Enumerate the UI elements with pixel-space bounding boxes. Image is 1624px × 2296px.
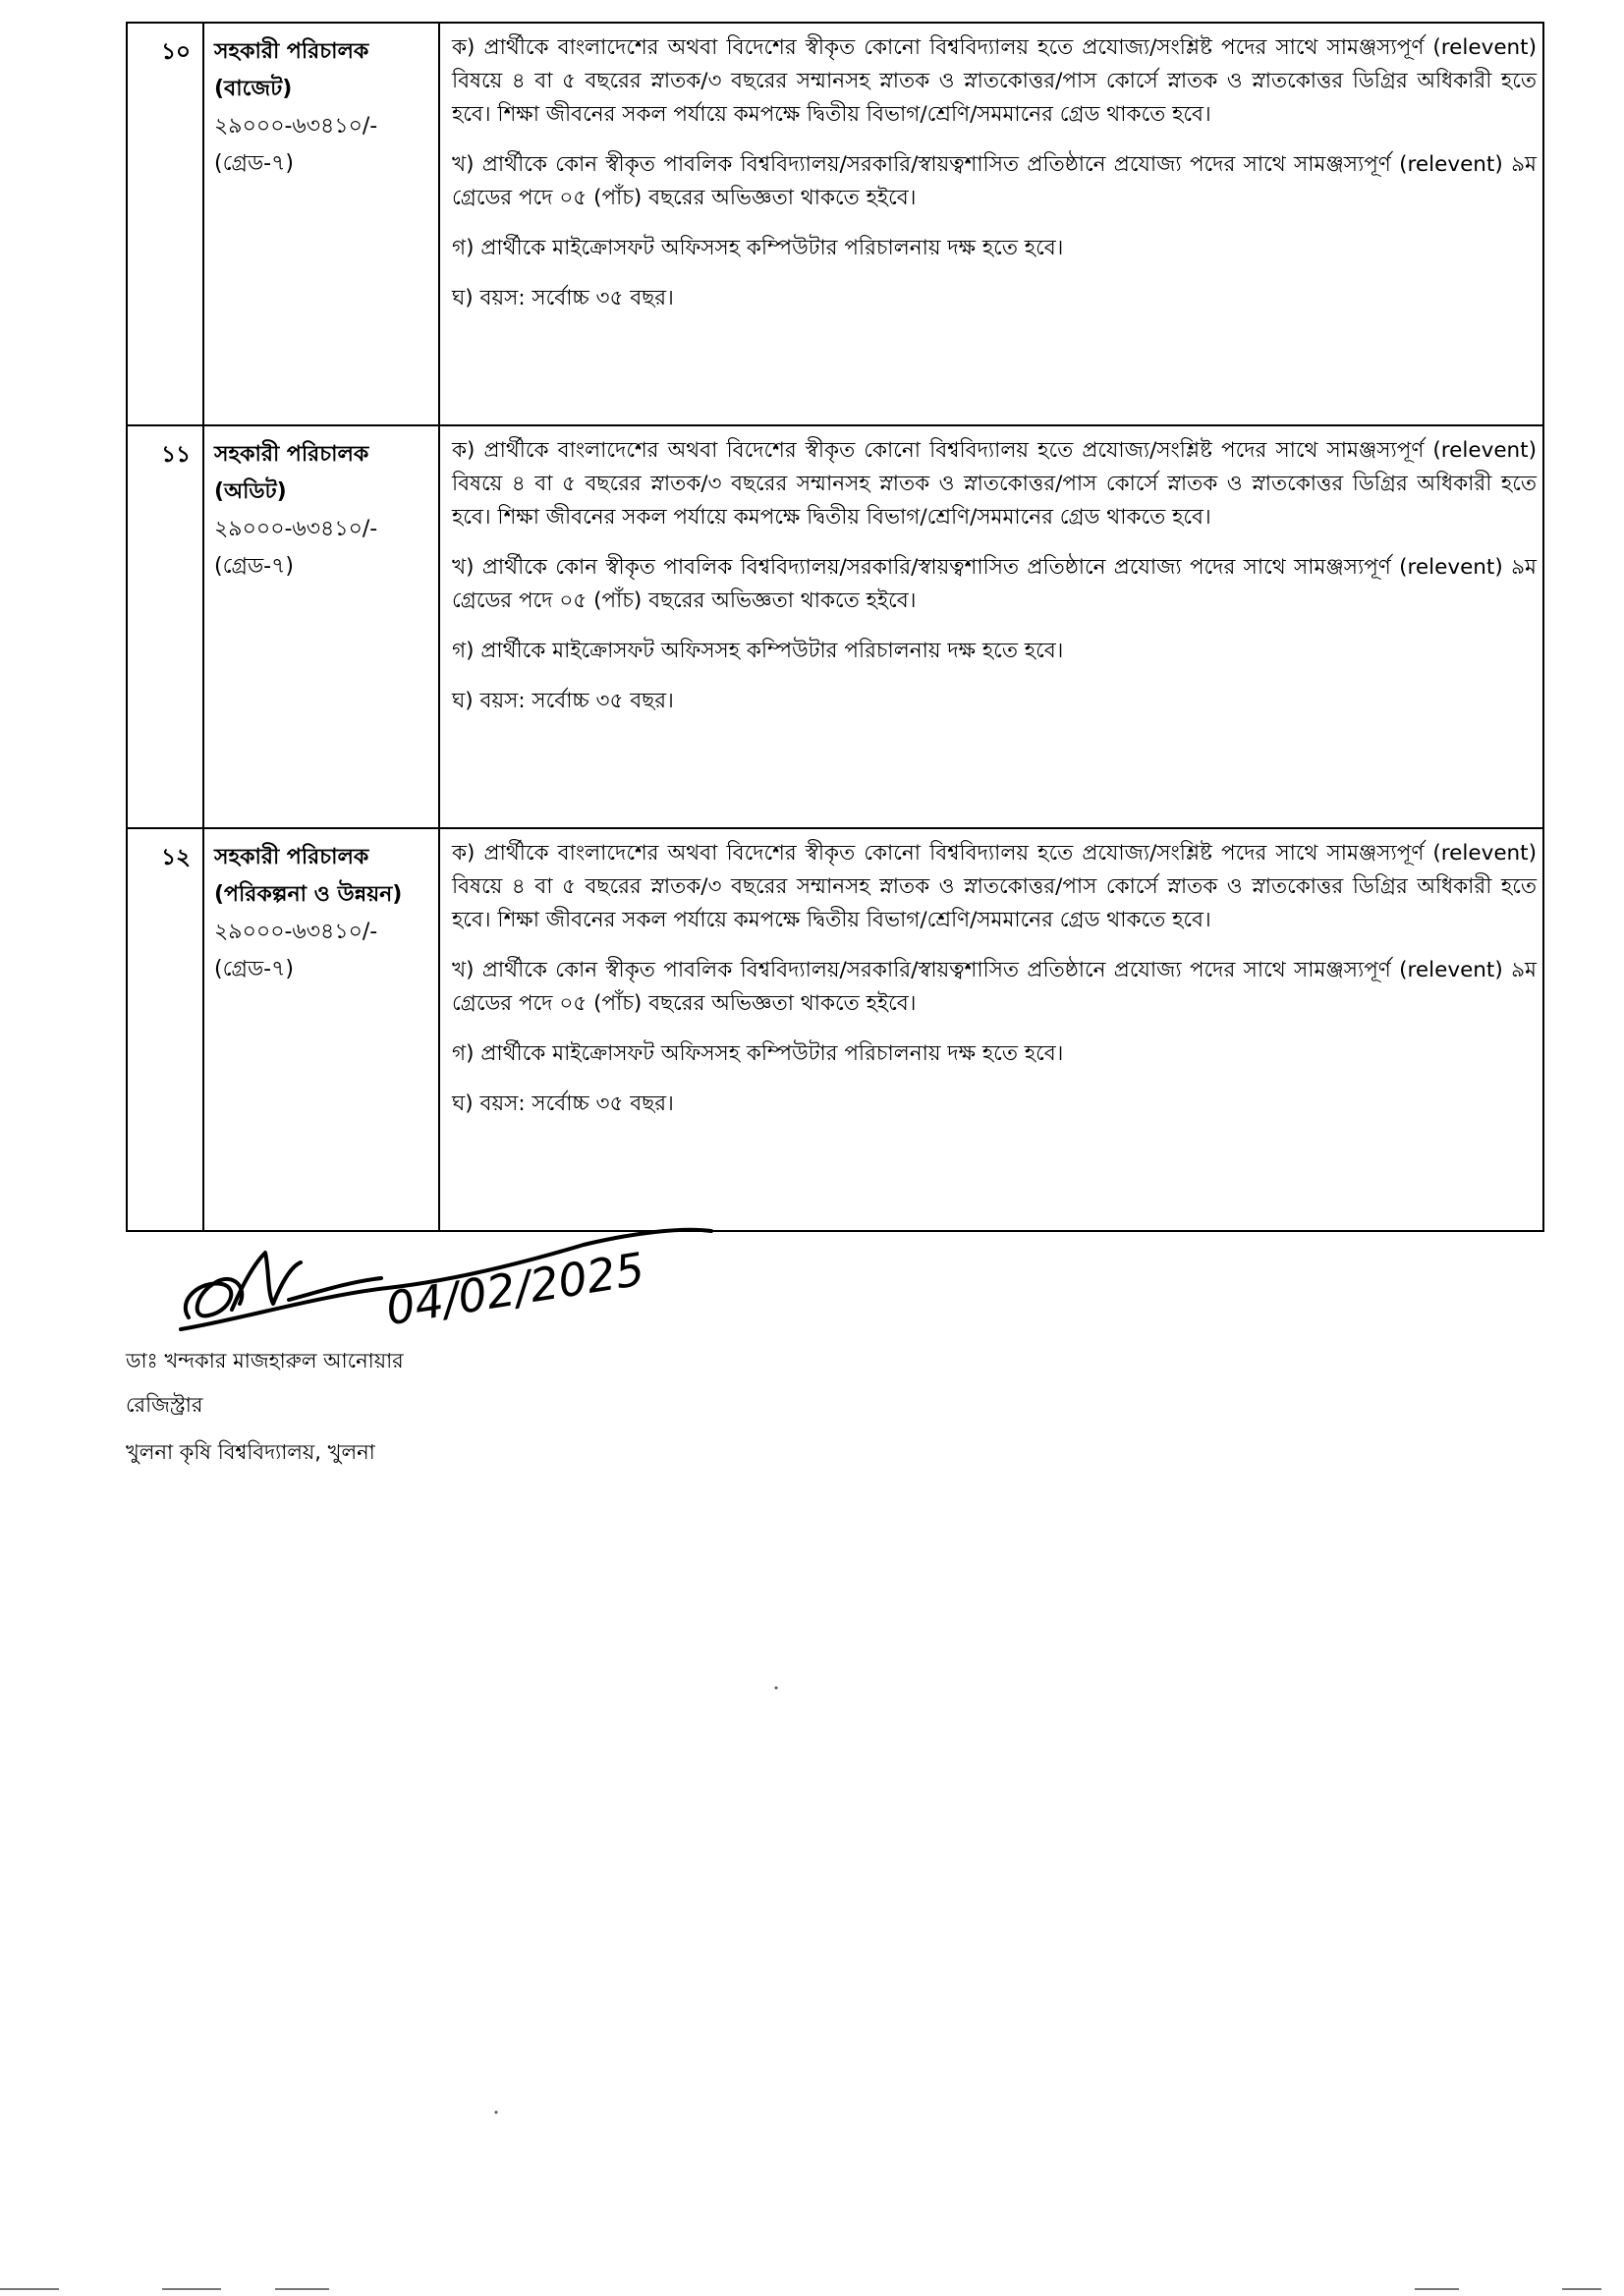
- requirements-table: [126, 22, 1544, 1232]
- pay-scale: ২৯০০০-৬৩৪১০/-: [214, 114, 378, 139]
- post-department: (পরিকল্পনা ও উন্নয়ন): [214, 882, 403, 907]
- post-title: সহকারী পরিচালক: [214, 39, 369, 64]
- handwritten-date: 04/02/2025: [382, 1242, 648, 1336]
- requirement-education: ক) প্রার্থীকে বাংলাদেশের অথবা বিদেশের স্বীকৃত কোনো বিশ্ববিদ্যালয় হতে প্রযোজ্য/সংশ্লিষ্ট পদের সাথে সামঞ্জস্যপূর্ণ (relevent) বিষয়ে ৪ বা ৫ বছরের স্নাতক/৩ বছরের সম্মানসহ স্নাতক ও স্নাতকোত্তর/পাস কোর্সে স্নাতক ও স্নাতকোত্তর ডিগ্রির অধিকারী হতে হবে। শিক্ষা জীবনের সকল পর্যায়ে কমপক্ষে দ্বিতীয় বিভাগ/শ্রেণি/সমমানের গ্রেড থাকতে হবে।: [452, 35, 1537, 127]
- serial-number: ১১: [127, 425, 203, 828]
- table-row: [127, 425, 1543, 828]
- requirement-experience: খ) প্রার্থীকে কোন স্বীকৃত পাবলিক বিশ্ববিদ্যালয়/সরকারি/স্বায়ত্বশাসিত প্রতিষ্ঠানে প্রযোজ্য পদের সাথে সামঞ্জস্যপূর্ণ (relevent) ৯ম গ্রেডের পদে ০৫ (পাঁচ) বছরের অভিজ্ঞতা থাকতে হইবে।: [452, 555, 1537, 613]
- handwritten-signature: [171, 1223, 721, 1339]
- requirements: [439, 23, 1543, 425]
- requirement-experience: খ) প্রার্থীকে কোন স্বীকৃত পাবলিক বিশ্ববিদ্যালয়/সরকারি/স্বায়ত্বশাসিত প্রতিষ্ঠানে প্রযোজ্য পদের সাথে সামঞ্জস্যপূর্ণ (relevent) ৯ম গ্রেডের পদে ০৫ (পাঁচ) বছরের অভিজ্ঞতা থাকতে হইবে।: [452, 958, 1537, 1016]
- requirement-experience: খ) প্রার্থীকে কোন স্বীকৃত পাবলিক বিশ্ববিদ্যালয়/সরকারি/স্বায়ত্বশাসিত প্রতিষ্ঠানে প্রযোজ্য পদের সাথে সামঞ্জস্যপূর্ণ (relevent) ৯ম গ্রেডের পদে ০৫ (পাঁচ) বছরের অভিজ্ঞতা থাকতে হইবে।: [452, 152, 1537, 210]
- post-info: [203, 23, 439, 425]
- post-info: [203, 425, 439, 828]
- post-title: সহকারী পরিচালক: [214, 442, 369, 467]
- table-row: [127, 828, 1543, 1231]
- post-department: (বাজেট): [214, 77, 293, 101]
- grade: (গ্রেড-৭): [214, 554, 295, 579]
- requirements: [439, 425, 1543, 828]
- requirement-computer: গ) প্রার্থীকে মাইক্রোসফট অফিসসহ কম্পিউটার পরিচালনায় দক্ষ হতে হবে।: [452, 236, 1064, 260]
- pay-scale: ২৯০০০-৬৩৪১০/-: [214, 920, 378, 944]
- post-department: (অডিট): [214, 479, 287, 504]
- serial-number: ১২: [127, 828, 203, 1231]
- requirement-computer: গ) প্রার্থীকে মাইক্রোসফট অফিসসহ কম্পিউটার পরিচালনায় দক্ষ হতে হবে।: [452, 1041, 1064, 1066]
- requirement-age: ঘ) বয়স: সর্বোচ্চ ৩৫ বছর।: [452, 286, 674, 310]
- grade: (গ্রেড-৭): [214, 957, 295, 981]
- table-row: [127, 23, 1543, 425]
- requirement-age: ঘ) বয়স: সর্বোচ্চ ৩৫ বছর।: [452, 689, 674, 713]
- serial-number: ১০: [127, 23, 203, 425]
- post-title: সহকারী পরিচালক: [214, 845, 369, 869]
- grade: (গ্রেড-৭): [214, 151, 295, 176]
- requirement-age: ঘ) বয়স: সর্বোচ্চ ৩৫ বছর।: [452, 1092, 674, 1116]
- signatory-organization: খুলনা কৃষি বিশ্ববিদ্যালয়, খুলনা: [126, 1440, 375, 1464]
- signatory-designation: রেজিস্ট্রার: [126, 1393, 203, 1417]
- requirements: [439, 828, 1543, 1231]
- requirement-computer: গ) প্রার্থীকে মাইক্রোসফট অফিসসহ কম্পিউটার পরিচালনায় দক্ষ হতে হবে।: [452, 639, 1064, 663]
- signatory-name: ডাঃ খন্দকার মাজহারুল আনোয়ার: [126, 1349, 404, 1372]
- requirement-education: ক) প্রার্থীকে বাংলাদেশের অথবা বিদেশের স্বীকৃত কোনো বিশ্ববিদ্যালয় হতে প্রযোজ্য/সংশ্লিষ্ট পদের সাথে সামঞ্জস্যপূর্ণ (relevent) বিষয়ে ৪ বা ৫ বছরের স্নাতক/৩ বছরের সম্মানসহ স্নাতক ও স্নাতকোত্তর/পাস কোর্সে স্নাতক ও স্নাতকোত্তর ডিগ্রির অধিকারী হতে হবে। শিক্ষা জীবনের সকল পর্যায়ে কমপক্ষে দ্বিতীয় বিভাগ/শ্রেণি/সমমানের গ্রেড থাকতে হবে।: [452, 841, 1537, 932]
- post-info: [203, 828, 439, 1231]
- signature-block: [122, 1223, 648, 1479]
- requirement-education: ক) প্রার্থীকে বাংলাদেশের অথবা বিদেশের স্বীকৃত কোনো বিশ্ববিদ্যালয় হতে প্রযোজ্য/সংশ্লিষ্ট পদের সাথে সামঞ্জস্যপূর্ণ (relevent) বিষয়ে ৪ বা ৫ বছরের স্নাতক/৩ বছরের সম্মানসহ স্নাতক ও স্নাতকোত্তর/পাস কোর্সে স্নাতক ও স্নাতকোত্তর ডিগ্রির অধিকারী হতে হবে। শিক্ষা জীবনের সকল পর্যায়ে কমপক্ষে দ্বিতীয় বিভাগ/শ্রেণি/সমমানের গ্রেড থাকতে হবে।: [452, 438, 1537, 530]
- pay-scale: ২৯০০০-৬৩৪১০/-: [214, 517, 378, 541]
